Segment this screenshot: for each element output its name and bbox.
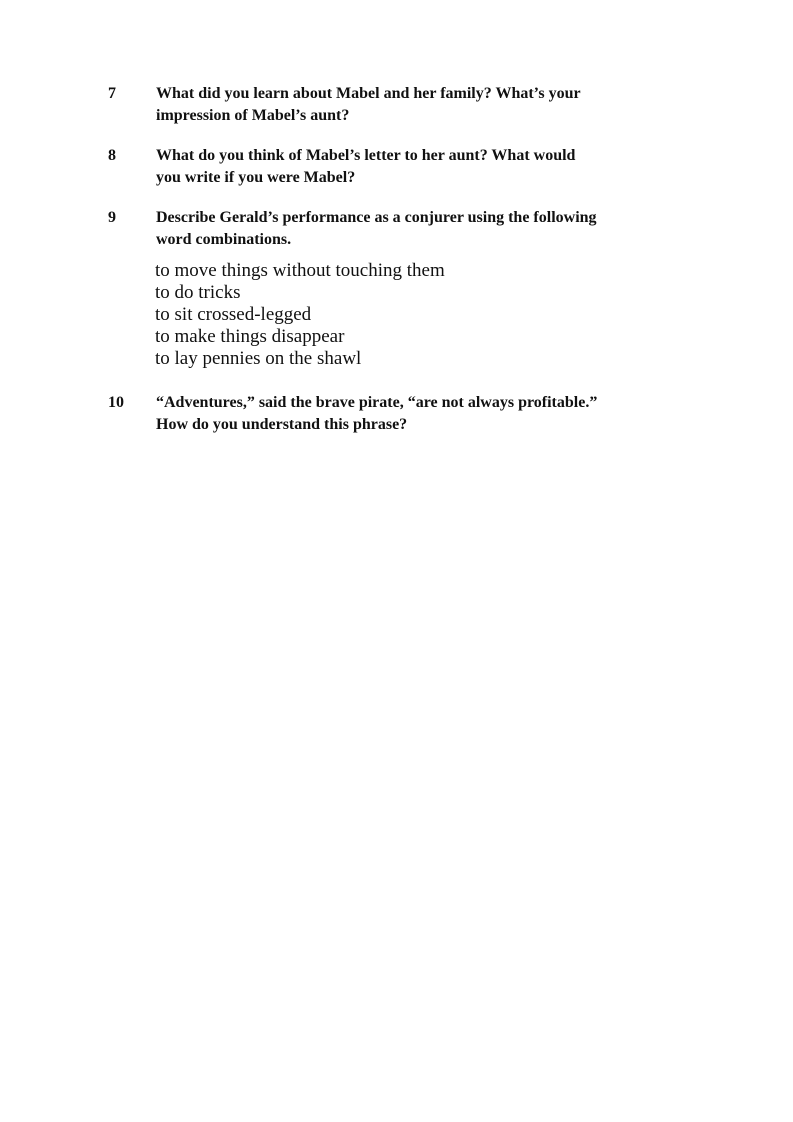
question-line: Describe Gerald’s performance as a conjurer using the following — [156, 209, 597, 226]
question-text — [156, 145, 636, 189]
word-combinations-list — [155, 260, 445, 370]
word-combination-item: to make things disappear — [155, 326, 345, 347]
word-combination-item: to sit crossed-legged — [155, 304, 312, 325]
question-number: 8 — [108, 147, 116, 164]
question-line: How do you understand this phrase? — [156, 416, 408, 433]
question-line: you write if you were Mabel? — [156, 169, 356, 186]
question-line: What do you think of Mabel’s letter to her aunt? What would — [156, 147, 576, 164]
question-line: What did you learn about Mabel and her family? What’s your — [156, 85, 581, 102]
word-combination-item: to lay pennies on the shawl — [155, 348, 362, 369]
question-text — [156, 83, 636, 127]
question-number: 9 — [108, 209, 116, 226]
question-number: 10 — [108, 394, 124, 411]
question-number: 7 — [108, 85, 116, 102]
question-line: “Adventures,” said the brave pirate, “are not always profitable.” — [156, 394, 598, 411]
question-text — [156, 207, 636, 251]
question-text — [156, 392, 636, 436]
question-line: word combinations. — [156, 231, 292, 248]
question-line: impression of Mabel’s aunt? — [156, 107, 350, 124]
word-combination-item: to move things without touching them — [155, 260, 445, 281]
word-combination-item: to do tricks — [155, 282, 241, 303]
